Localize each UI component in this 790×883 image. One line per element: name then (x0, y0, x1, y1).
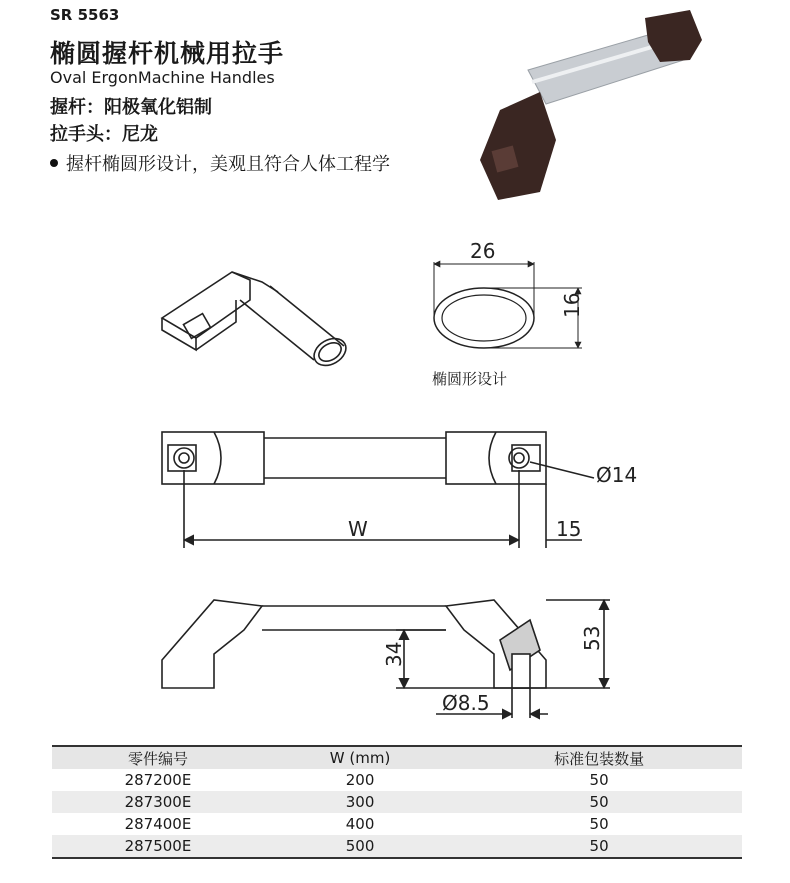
dim-W: W (348, 517, 368, 541)
product-code: SR 5563 (50, 6, 120, 24)
dim-hole-diameter: Ø14 (596, 463, 638, 487)
col-part-number: 零件编号 (127, 749, 188, 768)
cell-part: 287300E (124, 793, 192, 811)
cell-qty: 50 (589, 771, 609, 789)
dim-bore-diameter: Ø8.5 (442, 691, 490, 715)
product-title: 椭圆握杆机械用拉手 (50, 39, 285, 68)
dim-width-26: 26 (470, 239, 496, 263)
oval-section-view (434, 239, 584, 348)
cell-qty: 50 (589, 837, 609, 855)
col-package-qty: 标准包装数量 (554, 749, 645, 768)
table-row (52, 791, 742, 813)
oval-caption: 椭圆形设计 (432, 370, 508, 388)
product-subtitle: Oval ErgonMachine Handles (50, 68, 275, 87)
cell-part: 287400E (124, 815, 192, 833)
table-row (52, 813, 742, 835)
table-row (52, 769, 742, 791)
cell-width: 300 (345, 793, 375, 811)
table-row (52, 835, 742, 858)
cell-width: 400 (345, 815, 375, 833)
cell-width: 500 (345, 837, 375, 855)
parts-table (52, 745, 742, 859)
feature-text: 握杆椭圆形设计，美观且符合人体工程学 (66, 154, 390, 175)
product-photo (480, 10, 702, 200)
cell-part: 287200E (124, 771, 192, 789)
table-header-row (52, 746, 742, 769)
spec-grip: 握杆：阳极氧化铝制 (50, 97, 212, 118)
cell-qty: 50 (589, 815, 609, 833)
cell-part: 287500E (124, 837, 192, 855)
isometric-end-view (162, 272, 351, 371)
cell-width: 200 (345, 771, 375, 789)
dim-15: 15 (556, 517, 582, 541)
top-view (162, 432, 594, 548)
cell-qty: 50 (589, 793, 609, 811)
dim-53: 53 (580, 625, 604, 651)
dim-34: 34 (382, 641, 406, 667)
col-width: W (mm) (329, 749, 391, 767)
dim-height-16: 16 (560, 292, 584, 318)
spec-head: 拉手头：尼龙 (50, 124, 158, 145)
